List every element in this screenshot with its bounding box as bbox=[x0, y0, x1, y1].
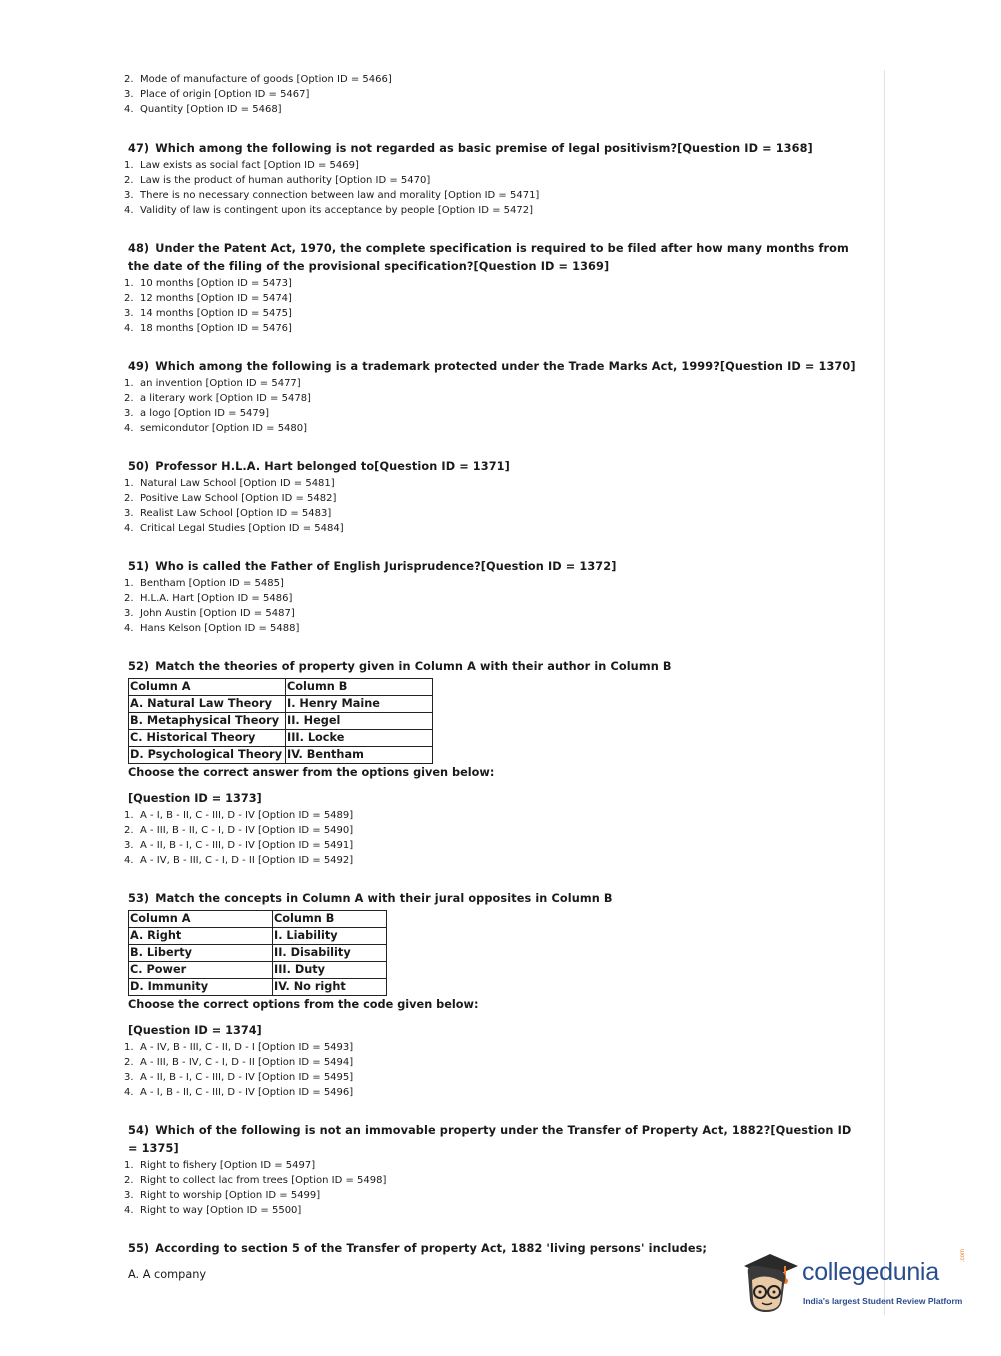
logo-wordmark: collegedunia bbox=[802, 1258, 939, 1286]
mascot-icon bbox=[740, 1250, 802, 1320]
option: 4. Quantity [Option ID = 5468] bbox=[124, 104, 282, 115]
question-text: 54) Which of the following is not an immovable property under the Transfer of Property Act, 1882?[Question ID = 1375] bbox=[128, 1124, 852, 1155]
prev-question-options bbox=[124, 72, 864, 117]
option: 2. 12 months [Option ID = 5474] bbox=[124, 293, 292, 304]
question-id: [Question ID = 1374] bbox=[128, 1024, 262, 1037]
question-48 bbox=[124, 240, 864, 336]
question-text: 51) Who is called the Father of English Jurisprudence?[Question ID = 1372] bbox=[128, 560, 617, 573]
table-row: D. Immunity IV. No right bbox=[129, 979, 387, 996]
table-row: C. Historical Theory III. Locke bbox=[129, 730, 433, 747]
question-text: 47) Which among the following is not regarded as basic premise of legal positivism?[Question ID = 1368] bbox=[128, 142, 813, 155]
question-53 bbox=[124, 890, 864, 1100]
option: 4. semicondutor [Option ID = 5480] bbox=[124, 423, 308, 434]
match-table bbox=[128, 910, 387, 996]
table-row: C. Power III. Duty bbox=[129, 962, 387, 979]
option: 2. a literary work [Option ID = 5478] bbox=[124, 393, 311, 404]
question-54 bbox=[124, 1122, 864, 1218]
question-options bbox=[124, 158, 864, 218]
logo-tagline: India's largest Student Review Platform bbox=[803, 1296, 963, 1306]
question-49 bbox=[124, 358, 864, 436]
question-text: 49) Which among the following is a trademark protected under the Trade Marks Act, 1999?[Question ID = 1370] bbox=[128, 360, 856, 373]
question-options bbox=[124, 1158, 864, 1218]
option: 2. A - III, B - II, C - I, D - IV [Option ID = 5490] bbox=[124, 825, 354, 836]
option: 3. John Austin [Option ID = 5487] bbox=[124, 608, 295, 619]
option: 1. Right to fishery [Option ID = 5497] bbox=[124, 1160, 316, 1171]
option: 1. A - IV, B - III, C - II, D - I [Option ID = 5493] bbox=[124, 1042, 354, 1053]
option: 2. A - III, B - IV, C - I, D - II [Option ID = 5494] bbox=[124, 1057, 354, 1068]
option: 1. 10 months [Option ID = 5473] bbox=[124, 278, 292, 289]
table-row: D. Psychological Theory IV. Bentham bbox=[129, 747, 433, 764]
option: 2. Law is the product of human authority [Option ID = 5470] bbox=[124, 175, 431, 186]
question-text: 55) According to section 5 of the Transfer of property Act, 1882 'living persons' includes; bbox=[128, 1242, 708, 1255]
option: 4. A - IV, B - III, C - I, D - II [Option ID = 5492] bbox=[124, 855, 354, 866]
question-text: 48) Under the Patent Act, 1970, the complete specification is required to be filed after how many months from the date of the filing of the provisional specification?[Question ID = 1369] bbox=[128, 242, 849, 273]
option: 3. Right to worship [Option ID = 5499] bbox=[124, 1190, 321, 1201]
option: 2. Mode of manufacture of goods [Option ID = 5466] bbox=[124, 74, 392, 85]
option: 4. 18 months [Option ID = 5476] bbox=[124, 323, 292, 334]
option: 3. A - II, B - I, C - III, D - IV [Option ID = 5491] bbox=[124, 840, 354, 851]
option: 1. A - I, B - II, C - III, D - IV [Option ID = 5489] bbox=[124, 810, 354, 821]
question-text: 50) Professor H.L.A. Hart belonged to[Question ID = 1371] bbox=[128, 460, 510, 473]
table-row: A. Natural Law Theory I. Henry Maine bbox=[129, 696, 433, 713]
table-row: B. Metaphysical Theory II. Hegel bbox=[129, 713, 433, 730]
statement-item: A. A company bbox=[128, 1268, 207, 1281]
option: 3. Realist Law School [Option ID = 5483] bbox=[124, 508, 332, 519]
question-paper bbox=[124, 72, 864, 1284]
question-52 bbox=[124, 658, 864, 868]
question-50 bbox=[124, 458, 864, 536]
option: 4. Validity of law is contingent upon its acceptance by people [Option ID = 5472] bbox=[124, 205, 534, 216]
page-margin-rule bbox=[884, 70, 885, 1315]
option: 3. A - II, B - I, C - III, D - IV [Option ID = 5495] bbox=[124, 1072, 354, 1083]
option: 1. Law exists as social fact [Option ID = 5469] bbox=[124, 160, 359, 171]
logo-domain: .com bbox=[960, 1248, 966, 1262]
question-options bbox=[124, 476, 864, 536]
question-51 bbox=[124, 558, 864, 636]
option: 3. a logo [Option ID = 5479] bbox=[124, 408, 270, 419]
question-47 bbox=[124, 140, 864, 218]
question-options bbox=[124, 276, 864, 336]
question-options bbox=[124, 1040, 864, 1100]
question-options bbox=[124, 376, 864, 436]
option: 3. There is no necessary connection between law and morality [Option ID = 5471] bbox=[124, 190, 540, 201]
option: 2. Positive Law School [Option ID = 5482] bbox=[124, 493, 337, 504]
option: 3. Place of origin [Option ID = 5467] bbox=[124, 89, 310, 100]
question-text: 52) Match the theories of property given in Column A with their author in Column B bbox=[128, 660, 672, 673]
table-row: Column A Column B bbox=[129, 911, 387, 928]
option: 3. 14 months [Option ID = 5475] bbox=[124, 308, 292, 319]
question-options bbox=[124, 808, 864, 868]
table-row: A. Right I. Liability bbox=[129, 928, 387, 945]
option: 4. Critical Legal Studies [Option ID = 5484] bbox=[124, 523, 344, 534]
match-table bbox=[128, 678, 433, 764]
instruction-text: Choose the correct answer from the options given below: bbox=[128, 766, 495, 779]
option: 4. Hans Kelson [Option ID = 5488] bbox=[124, 623, 300, 634]
option: 4. A - I, B - II, C - III, D - IV [Option ID = 5496] bbox=[124, 1087, 354, 1098]
question-id: [Question ID = 1373] bbox=[128, 792, 262, 805]
option: 2. H.L.A. Hart [Option ID = 5486] bbox=[124, 593, 293, 604]
option: 4. Right to way [Option ID = 5500] bbox=[124, 1205, 302, 1216]
option: 1. Bentham [Option ID = 5485] bbox=[124, 578, 284, 589]
instruction-text: Choose the correct options from the code given below: bbox=[128, 998, 479, 1011]
collegedunia-logo bbox=[740, 1250, 970, 1320]
table-row: B. Liberty II. Disability bbox=[129, 945, 387, 962]
question-options bbox=[124, 576, 864, 636]
option: 1. Natural Law School [Option ID = 5481] bbox=[124, 478, 335, 489]
option: 2. Right to collect lac from trees [Option ID = 5498] bbox=[124, 1175, 387, 1186]
option: 1. an invention [Option ID = 5477] bbox=[124, 378, 301, 389]
table-row: Column A Column B bbox=[129, 679, 433, 696]
question-text: 53) Match the concepts in Column A with their jural opposites in Column B bbox=[128, 892, 613, 905]
